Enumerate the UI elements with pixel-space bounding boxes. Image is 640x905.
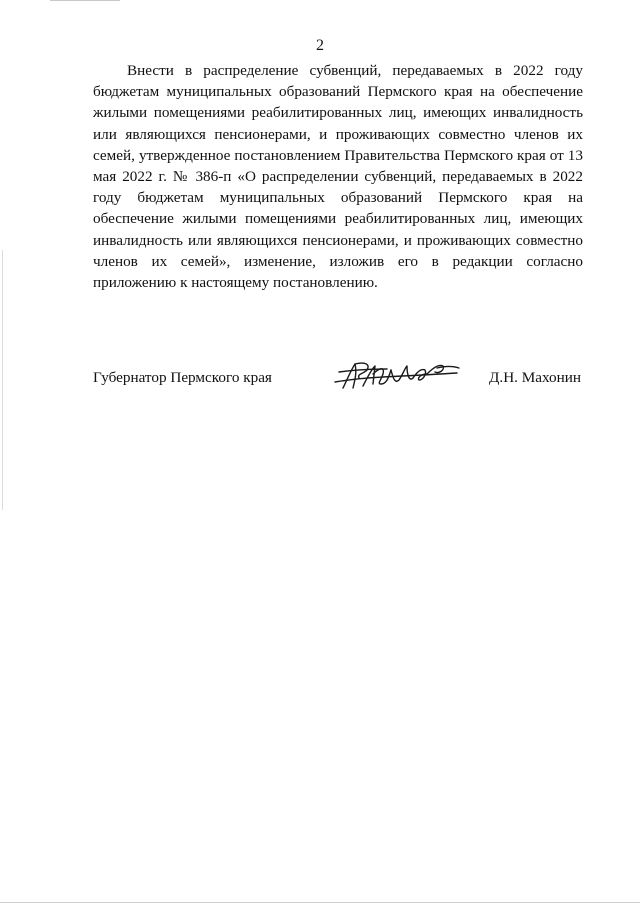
signer-title: Губернатор Пермского края xyxy=(93,369,272,386)
handwritten-signature xyxy=(333,358,461,392)
body-paragraph: Внести в распределение субвенций, передаваемых в 2022 году бюджетам муниципальных образований Пермского края на обеспечение жилыми помещениями реабилитированных лиц, имеющих инвалидность или являющихся пенсионерами, и проживающих совместно членов их семей, утвержденное постановлением Правительства Пермского края от 13 мая 2022 г. № 386-п «О распределении субвенций, передаваемых в 2022 году бюджетам муниципальных образований Пермского края на обеспечение жилыми помещениями реабилитированных лиц, имеющих инвалидность или являющихся пенсионерами, и проживающих совместно членов их семей», изменение, изложив его в редакции согласно приложению к настоящему постановлению. xyxy=(93,62,583,292)
scan-edge-mark-top xyxy=(50,0,120,1)
page-number: 2 xyxy=(316,37,324,54)
signer-name: Д.Н. Махонин xyxy=(489,369,581,386)
signature-block xyxy=(93,360,583,400)
scan-edge-mark-bottom xyxy=(0,902,640,903)
scan-edge-mark-left xyxy=(2,250,3,510)
